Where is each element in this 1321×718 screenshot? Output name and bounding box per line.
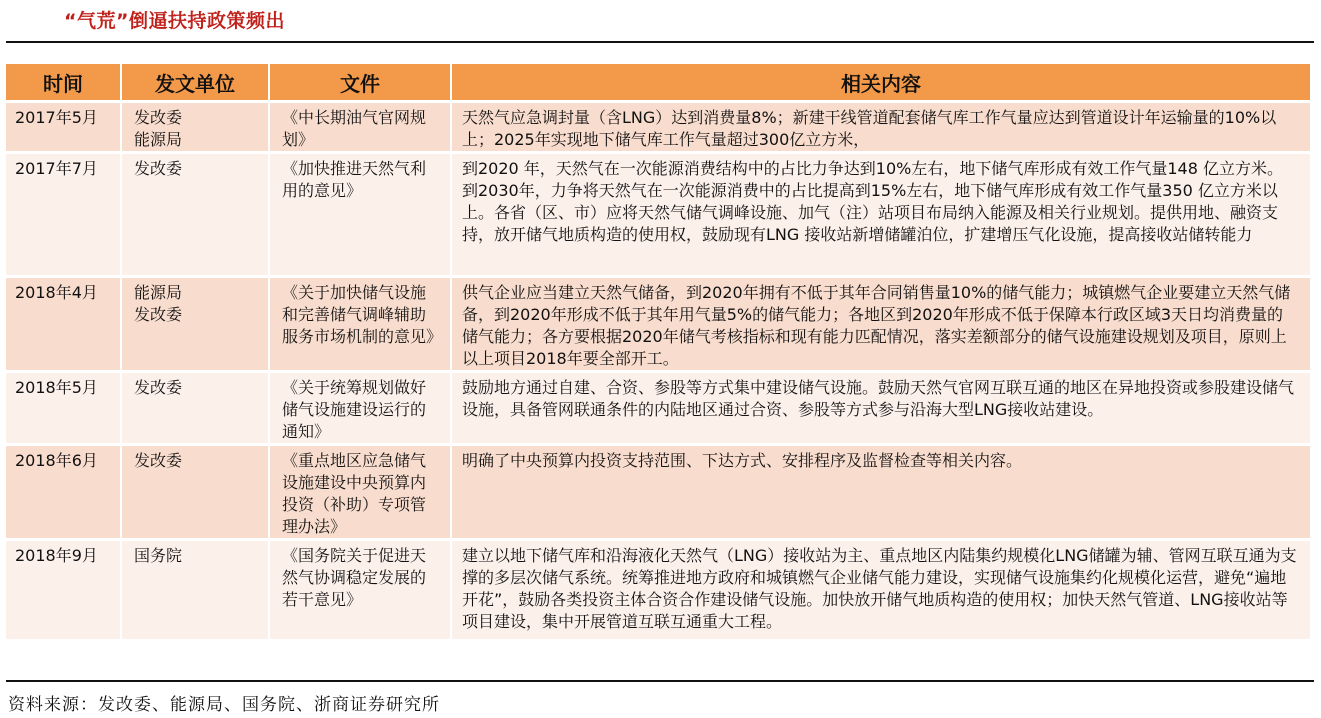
cell-document: 《关于统筹规划做好储气设施建设运行的通知》 bbox=[270, 370, 452, 443]
table-header-row bbox=[6, 64, 1310, 100]
header-org: 发文单位 bbox=[122, 64, 270, 100]
header-date: 时间 bbox=[6, 64, 122, 100]
cell-org bbox=[122, 443, 270, 538]
org-line: 能源局 bbox=[134, 283, 183, 302]
table-row bbox=[6, 538, 1310, 639]
table-row bbox=[6, 100, 1310, 151]
cell-org bbox=[122, 275, 270, 370]
policy-table-container bbox=[6, 64, 1310, 639]
cell-date: 2018年4月 bbox=[6, 275, 122, 370]
header-content: 相关内容 bbox=[452, 64, 1310, 100]
cell-document: 《重点地区应急储气设施建设中央预算内投资（补助）专项管理办法》 bbox=[270, 443, 452, 538]
cell-document: 《关于加快储气设施和完善储气调峰辅助服务市场机制的意见》 bbox=[270, 275, 452, 370]
cell-date: 2018年5月 bbox=[6, 370, 122, 443]
cell-content: 明确了中央预算内投资支持范围、下达方式、安排程序及监督检查等相关内容。 bbox=[452, 443, 1310, 538]
policy-table bbox=[6, 64, 1310, 639]
cell-org bbox=[122, 370, 270, 443]
org-line: 发改委 bbox=[134, 159, 183, 178]
cell-org bbox=[122, 151, 270, 275]
org-line: 国务院 bbox=[134, 546, 183, 565]
table-row bbox=[6, 151, 1310, 275]
source-note: 资料来源：发改委、能源局、国务院、浙商证券研究所 bbox=[8, 695, 440, 715]
cell-content: 建立以地下储气库和沿海液化天然气（LNG）接收站为主、重点地区内陆集约规模化LNG储罐为辅、管网互联互通为支撑的多层次储气系统。统筹推进地方政府和城镇燃气企业储气能力建设，实现储气设施集约化规模化运营，避免“遍地开花”，鼓励各类投资主体合资合作建设储气设施。加快放开储气地质构造的使用权；加快天然气管道、LNG接收站等项目建设，集中开展管道互联互通重大工程。 bbox=[452, 538, 1310, 639]
cell-document: 《国务院关于促进天然气协调稳定发展的若干意见》 bbox=[270, 538, 452, 639]
cell-org bbox=[122, 538, 270, 639]
cell-content: 供气企业应当建立天然气储备，到2020年拥有不低于其年合同销售量10%的储气能力；城镇燃气企业要建立天然气储备，到2020年形成不低于其年用气量5%的储气能力；各地区到2020年形成不低于保障本行政区域3天日均消费量的储气能力；各方要根据2020年储气考核指标和现有能力匹配情况，落实差额部分的储气设施建设规划及项目，原则上以上项目2018年要全部开工。 bbox=[452, 275, 1310, 370]
table-row bbox=[6, 370, 1310, 443]
cell-document: 《加快推进天然气利用的意见》 bbox=[270, 151, 452, 275]
org-line: 发改委 bbox=[134, 108, 183, 127]
cell-date: 2017年5月 bbox=[6, 100, 122, 151]
page-title: “气荒”倒逼扶持政策频出 bbox=[64, 10, 285, 32]
org-line: 发改委 bbox=[134, 451, 183, 470]
cell-date: 2018年9月 bbox=[6, 538, 122, 639]
header-document: 文件 bbox=[270, 64, 452, 100]
table-row bbox=[6, 443, 1310, 538]
cell-content: 天然气应急调封量（含LNG）达到消费量8%；新建干线管道配套储气库工作气量应达到管道设计年运输量的10%以上；2025年实现地下储气库工作气量超过300亿立方米， bbox=[452, 100, 1310, 151]
cell-content: 鼓励地方通过自建、合资、参股等方式集中建设储气设施。鼓励天然气官网互联互通的地区在异地投资或参股建设储气设施，具备管网联通条件的内陆地区通过合资、参股等方式参与沿海大型LNG接收站建设。 bbox=[452, 370, 1310, 443]
cell-document: 《中长期油气官网规划》 bbox=[270, 100, 452, 151]
org-line: 发改委 bbox=[134, 305, 183, 324]
org-line: 能源局 bbox=[134, 130, 183, 149]
cell-content: 到2020 年，天然气在一次能源消费结构中的占比力争达到10%左右，地下储气库形成有效工作气量148 亿立方米。到2030年，力争将天然气在一次能源消费中的占比提高到15%左右，地下储气库形成有效工作气量350 亿立方米以上。各省（区、市）应将天然气储气调峰设施、加气（注）站项目布局纳入能源及相关行业规划。提供用地、融资支持，放开储气地质构造的使用权，鼓励现有LNG 接收站新增储罐泊位，扩建增压气化设施，提高接收站储转能力 bbox=[452, 151, 1310, 275]
table-row bbox=[6, 275, 1310, 370]
cell-date: 2017年7月 bbox=[6, 151, 122, 275]
cell-org bbox=[122, 100, 270, 151]
org-line: 发改委 bbox=[134, 378, 183, 397]
bottom-divider bbox=[6, 680, 1314, 682]
top-divider bbox=[6, 41, 1314, 43]
cell-date: 2018年6月 bbox=[6, 443, 122, 538]
